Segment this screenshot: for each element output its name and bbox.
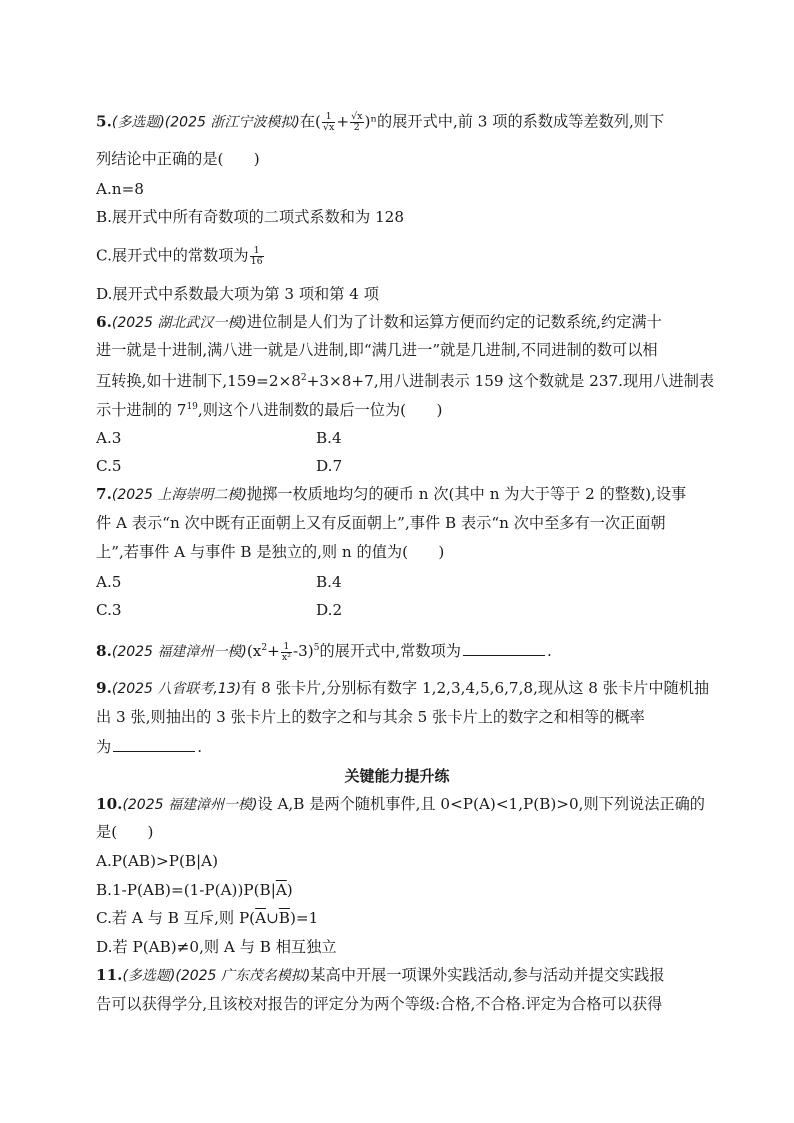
q5-fraction-1: $\frac{1}{√x}$	[322, 111, 335, 133]
q6-option-a: A.3	[96, 429, 122, 447]
q7-source-tag: (2025 上海崇明二模)	[111, 487, 247, 503]
q11-number: 11.	[96, 966, 123, 984]
q9-line3: 为 .	[96, 738, 203, 756]
q5-option-c-fraction: $\frac{1}{16}$	[250, 245, 263, 267]
q8-answer-blank[interactable]	[463, 641, 545, 656]
q6-line3: 互转换,如十进制下$,159=2\times 8^2+3\times 8+7$,用八进制表示 159 这个数就是 237.现用八进制表	[96, 372, 715, 391]
q5-number: 5.	[96, 112, 112, 131]
q11-type-tag: (多选题)	[122, 968, 176, 984]
q9-line2: 出 3 张,则抽出的 3 张卡片上的数字之和与其余 5 张卡片上的数字之和相等的概率	[96, 708, 645, 726]
q8-number: 8.	[96, 642, 112, 661]
q11-source-tag: (2025 广东茂名模拟)	[175, 968, 311, 984]
q7-line3: 上”,若事件 A 与事件 B 是独立的,则 n 的值为( )	[96, 543, 445, 561]
q10-line2: 是( )	[96, 823, 154, 841]
q5-text-2: )ⁿ的展开式中,前 3 项的系数成等差数列,则下	[364, 112, 665, 131]
q7-options-row1	[96, 573, 342, 591]
q6-option-b: B.4	[316, 429, 342, 447]
section-heading: 关键能力提升练	[344, 767, 450, 785]
q9-line1: 9.(2025 八省联考,13)有 8 张卡片,分别标有数字 1,2,3,4,5,6,7,8,现从这 8 张卡片中随机抽	[96, 679, 710, 697]
q7-number: 7.	[96, 485, 112, 503]
q10-option-a: A.P(AB)>P(B|A)	[96, 852, 219, 870]
q5-option-a: A.n=8	[96, 180, 144, 198]
q10-option-d: D.若 P(AB)≠0,则 A 与 B 相互独立	[96, 938, 337, 956]
q5-option-d: D.展开式中系数最大项为第 3 项和第 4 项	[96, 285, 379, 303]
q5-source-tag: (2025 浙江宁波模拟)	[164, 114, 300, 131]
q5-option-b: B.展开式中所有奇数项的二项式系数和为 128	[96, 208, 404, 226]
q5-type-tag: (多选题)	[111, 114, 165, 131]
q7-line1: 7.(2025 上海崇明二模)抛掷一枚质地均匀的硬币 n 次(其中 n 为大于等于 2 的整数),设事	[96, 485, 687, 503]
q6-source-tag: (2025 湖北武汉一模)	[111, 315, 247, 331]
q6-line1: 6.(2025 湖北武汉一模)进位制是人们为了计数和运算方便而约定的记数系统,约定满十	[96, 313, 662, 331]
q5-fraction-2: $\frac{√x}{2}$	[351, 111, 363, 133]
q7-option-d: D.2	[316, 601, 343, 619]
q6-line2: 进一就是十进制,满八进一就是八进制,即“满几进一”就是几进制,不同进制的数可以相	[96, 341, 658, 359]
q5-line2: 列结论中正确的是( )	[96, 150, 260, 168]
q6-line4: 示十进制的 $7^{19}$,则这个八进制数的最后一位为( )	[96, 401, 443, 420]
q7-option-c: C.3	[96, 601, 122, 619]
q5-text: 在(	[299, 112, 321, 131]
q11-line2: 告可以获得学分,且该校对报告的评定分为两个等级:合格,不合格.评定为合格可以获得	[96, 995, 663, 1013]
q9-answer-blank[interactable]	[113, 737, 195, 752]
q8-fraction: $\frac{1}{\text{x²}}$	[281, 640, 292, 663]
q10-option-c: C.若 A 与 B 互斥,则 $P(\overline{A}\cup\overline{B})=1$	[96, 909, 319, 927]
q7-options-row2	[96, 601, 343, 619]
q6-option-c: C.5	[96, 457, 122, 475]
q9-source-tag: (2025 八省联考,13)	[111, 681, 242, 697]
q6-options-row2	[96, 457, 343, 475]
q6-options-row1	[96, 429, 342, 447]
q7-option-b: B.4	[316, 573, 342, 591]
q10-source-tag: (2025 福建漳州一模)	[122, 797, 258, 813]
q6-number: 6.	[96, 313, 112, 331]
q9-number: 9.	[96, 679, 112, 697]
q6-option-d: D.7	[316, 457, 343, 475]
q10-line1: 10.(2025 福建漳州一模)设 A,B 是两个随机事件,且 0<P(A)<1,P(B)>0,则下列说法正确的	[96, 795, 705, 813]
q8-line1: 8.(2025 福建漳州一模)($x^2+$ $\frac{1}{\text{x²}}$ -3)$^5$的展开式中,常数项为 .	[96, 640, 552, 663]
q5-line1: 5.(多选题)(2025 浙江宁波模拟)在( $\frac{1}{√x}$ + $\frac{√x}{2}$ )ⁿ的展开式中,前 3 项的系数成等差数列,则下	[96, 111, 665, 133]
q8-source-tag: (2025 福建漳州一模)	[111, 644, 247, 661]
q7-option-a: A.5	[96, 573, 122, 591]
q10-option-b: $B.1-P(AB)=(1-P(A))P(B|\overline{A})$	[96, 881, 293, 899]
q5-option-c: C.展开式中的常数项为 $\frac{1}{16}$	[96, 245, 263, 267]
q7-line2: 件 A 表示“n 次中既有正面朝上又有反面朝上”,事件 B 表示“n 次中至多有一次正面朝	[96, 514, 666, 532]
q11-line1: 11.(多选题)(2025 广东茂名模拟)某高中开展一项课外实践活动,参与活动并提交实践报	[96, 966, 665, 984]
q10-number: 10.	[96, 795, 123, 813]
